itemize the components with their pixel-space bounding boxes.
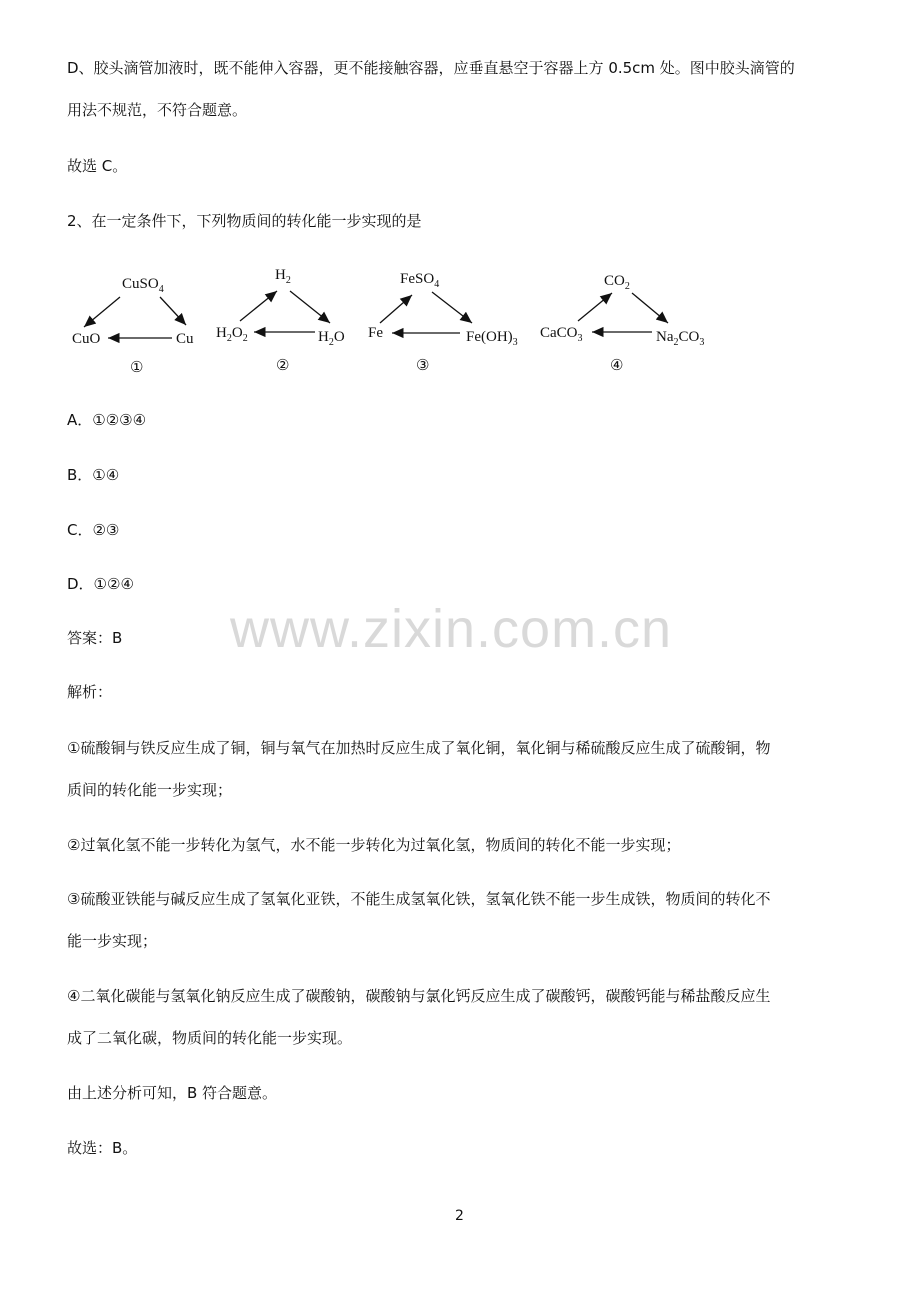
arrow [290,291,330,323]
diagram-3-top: FeSO$_4$ [400,271,440,290]
analysis-line: ①硫酸铜与铁反应生成了铜，铜与氧气在加热时反应生成了氧化铜，氧化铜与稀硫酸反应生成了硫酸铜，物 [67,739,771,757]
diagram-4 [540,273,704,374]
diagram-1-number: ① [130,360,144,376]
analysis-label: 解析： [67,683,113,701]
diagram-3 [368,271,518,374]
diagram-1-right: Cu [176,331,194,347]
analysis-line: 能一步实现； [67,932,158,950]
arrow [84,297,120,327]
analysis-line: ③硫酸亚铁能与碱反应生成了氢氧化亚铁，不能生成氢氧化铁，氢氧化铁不能一步生成铁，物质间的转化不 [67,890,771,908]
arrow [380,295,412,323]
analysis-line: 由上述分析可知，B 符合题意。 [67,1084,278,1102]
diagram-4-right: $Na_2CO_3$ [656,329,705,348]
conversion-diagrams [0,255,920,385]
text-line: D、胶头滴管加液时，既不能伸入容器，更不能接触容器，应垂直悬空于容器上方 0.5cm 处。图中胶头滴管的 [67,59,795,77]
diagram-2-number: ② [276,358,290,374]
text-line: 故选 C。 [67,157,128,175]
arrow [578,293,612,321]
option-d: D．①②④ [67,575,134,593]
diagram-4-left: CaCO$_3$ [540,325,583,344]
option-b: B．①④ [67,466,120,484]
diagram-2 [216,267,345,374]
diagram-3-right: $Fe(OH)_3$ [466,329,518,348]
arrow [632,293,668,323]
analysis-line: ④二氧化碳能与氢氧化钠反应生成了碳酸钠，碳酸钠与氯化钙反应生成了碳酸钙，碳酸钙能与稀盐酸反应生 [67,987,771,1005]
answer: 答案：B [67,629,123,647]
diagram-2-right: $H_2O$ [318,329,345,348]
analysis-line: 质间的转化能一步实现； [67,781,233,799]
diagram-1-top: CuSO$_4$ [122,276,164,295]
diagram-1-left: CuO [72,331,101,347]
arrow [432,292,472,323]
analysis-line: 成了二氧化碳，物质间的转化能一步实现。 [67,1029,353,1047]
page-number: 2 [455,1208,464,1224]
diagram-4-number: ④ [610,358,624,374]
diagram-3-left: Fe [368,325,383,341]
option-a: A．①②③④ [67,411,147,429]
arrow [240,291,277,321]
diagram-1 [72,276,194,376]
option-c: C．②③ [67,521,120,539]
watermark: www.zixin.com.cn [230,599,673,659]
diagram-3-number: ③ [416,358,430,374]
text-line: 用法不规范，不符合题意。 [67,101,248,119]
diagram-2-top: $H_2$ [275,267,291,286]
arrow [160,297,186,325]
analysis-line: 故选：B。 [67,1139,138,1157]
diagram-2-left: $H_2O_2$ [216,325,248,344]
diagram-4-top: $CO_2$ [604,273,630,292]
analysis-line: ②过氧化氢不能一步转化为氢气，水不能一步转化为过氧化氢，物质间的转化不能一步实现； [67,836,681,854]
question-stem: 2、在一定条件下，下列物质间的转化能一步实现的是 [67,212,422,230]
